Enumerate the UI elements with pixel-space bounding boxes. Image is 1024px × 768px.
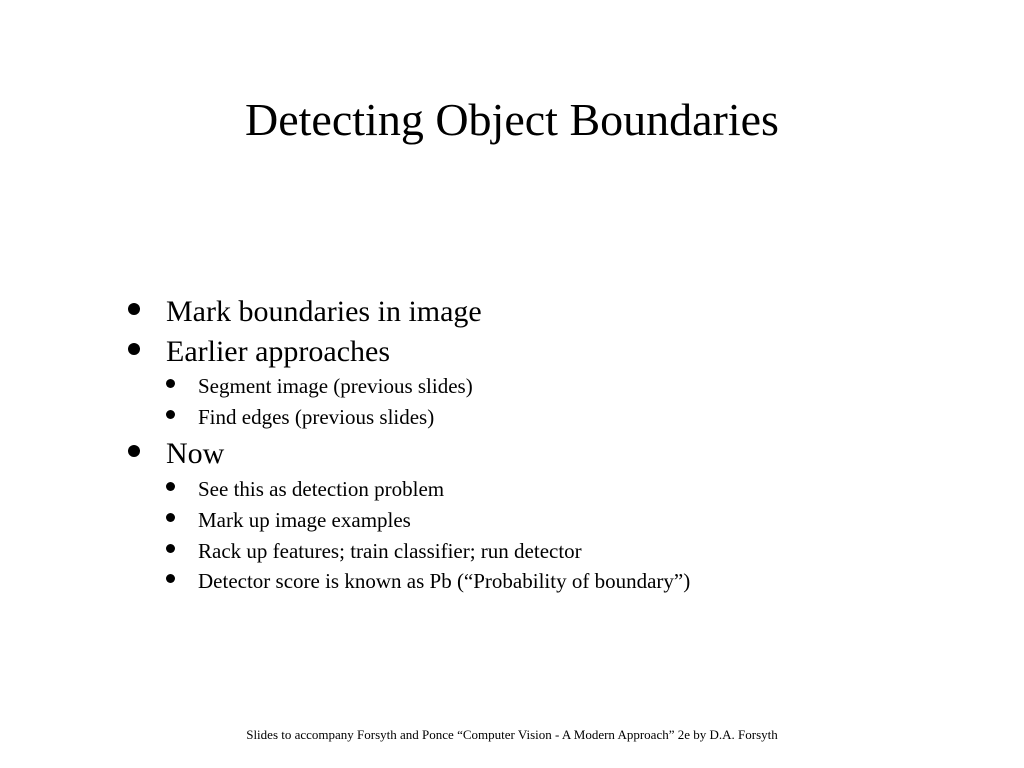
bullet-text: Mark boundaries in image [166, 295, 482, 328]
sub-bullet-item [166, 538, 866, 564]
bullet-dot-icon [166, 410, 175, 419]
bullet-dot-icon [128, 303, 140, 315]
sub-bullet-text: Segment image (previous slides) [198, 374, 473, 398]
sub-bullet-item [166, 476, 866, 502]
sub-bullet-text: Mark up image examples [198, 508, 411, 532]
sub-bullet-item [166, 373, 766, 399]
bullet-dot-icon [166, 482, 175, 491]
sub-bullet-text: See this as detection problem [198, 477, 445, 501]
slide-footer: Slides to accompany Forsyth and Ponce “Computer Vision - A Modern Approach” 2e by D.A. Forsyth [246, 727, 778, 742]
bullet-dot-icon [128, 343, 140, 355]
bullet-text: Now [166, 437, 225, 470]
bullet-text: Earlier approaches [166, 335, 391, 368]
bullet-item [128, 295, 728, 329]
bullet-item [128, 335, 728, 369]
sub-bullet-item [166, 404, 766, 430]
bullet-dot-icon [166, 513, 175, 522]
bullet-dot-icon [166, 574, 175, 583]
bullet-dot-icon [128, 445, 140, 457]
bullet-dot-icon [166, 379, 175, 388]
sub-bullet-item [166, 568, 866, 594]
sub-bullet-text: Detector score is known as Pb (“Probability of boundary”) [198, 569, 691, 593]
sub-bullet-text: Find edges (previous slides) [198, 405, 435, 429]
bullet-item [128, 437, 728, 471]
sub-bullet-text: Rack up features; train classifier; run detector [198, 539, 582, 563]
slide-title: Detecting Object Boundaries [245, 94, 779, 145]
sub-bullet-item [166, 507, 866, 533]
bullet-dot-icon [166, 544, 175, 553]
